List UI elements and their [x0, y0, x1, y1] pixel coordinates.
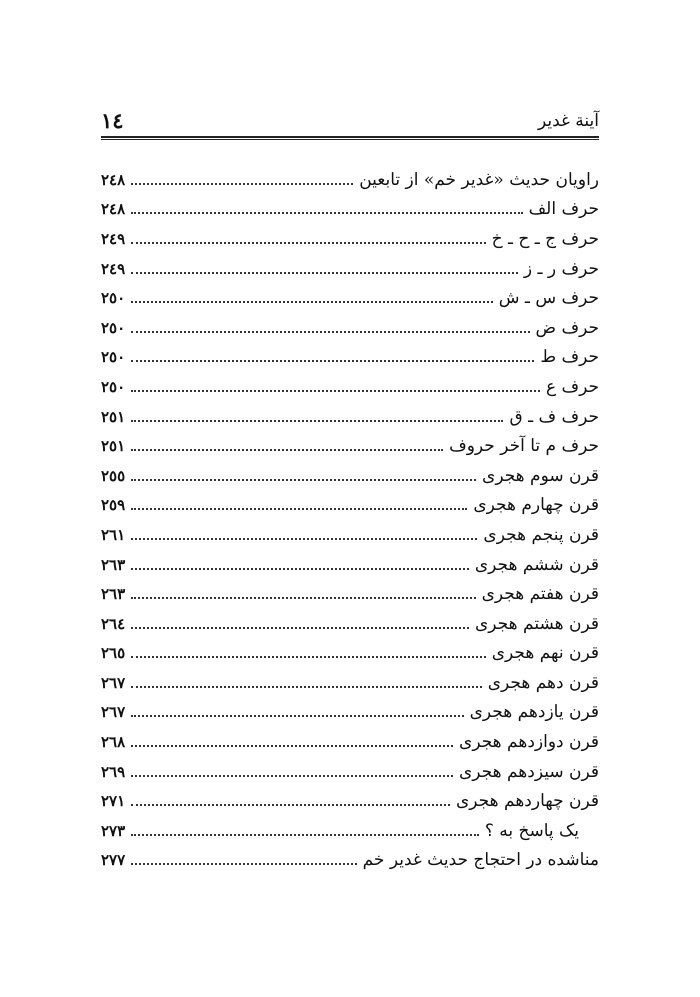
toc-page-number: ٢٥٠: [101, 348, 126, 367]
toc-entry: [101, 698, 599, 728]
toc-page-number: ٢٥٠: [101, 377, 126, 396]
toc-entry: [101, 491, 599, 521]
toc-entry: [101, 372, 599, 402]
toc-entry: [101, 639, 599, 669]
dot-leader: [131, 566, 469, 570]
toc-page-number: ٢٦٩: [101, 762, 126, 781]
dot-leader: [131, 595, 475, 599]
toc-entry: [101, 786, 599, 816]
dot-leader: [131, 329, 529, 333]
toc-entry: [101, 343, 599, 373]
toc-label: قرن نهم هجرى: [491, 643, 599, 664]
toc-label: حرف ج ـ ح ـ خ: [491, 228, 599, 249]
toc-entry: [101, 520, 599, 550]
toc-label: قرن يازدهم هجرى: [469, 702, 599, 723]
dot-leader: [131, 447, 443, 451]
toc-label: حرف ط: [540, 347, 599, 368]
dot-leader: [131, 773, 453, 777]
toc-label: حرف ع: [545, 376, 599, 397]
toc-label: قرن چهاردهم هجرى: [455, 791, 599, 812]
dot-leader: [131, 861, 356, 865]
toc-entry: [101, 283, 599, 313]
dot-leader: [131, 713, 463, 717]
toc-entry: [101, 846, 599, 876]
toc-page-number: ٢٦١: [101, 525, 126, 544]
toc-label: قرن سوم هجرى: [482, 465, 599, 486]
toc-entry: [101, 431, 599, 461]
dot-leader: [131, 388, 540, 392]
page-number: ١٤: [101, 108, 124, 133]
toc-label: حرف ض: [535, 317, 599, 338]
toc-label: حرف الف: [528, 199, 599, 220]
toc-entry: [101, 727, 599, 757]
toc-entry: [101, 757, 599, 787]
toc-page-number: ٢٥٩: [101, 496, 126, 515]
toc-page-number: ٢٧٣: [101, 821, 126, 840]
toc-label: راويان حديث «غدير خم» از تابعين: [359, 169, 599, 190]
toc-label: قرن سيزدهم هجرى: [458, 761, 599, 782]
toc-label: قرن پنجم هجرى: [483, 524, 599, 545]
toc-entry: [101, 461, 599, 491]
toc-page-number: ٢٤٨: [101, 200, 126, 219]
toc-label: يک پاسخ به ؟: [484, 820, 579, 841]
toc-page-number: ٢٧٧: [101, 851, 126, 870]
toc-page-number: ٢٤٩: [101, 259, 126, 278]
dot-leader: [131, 418, 503, 422]
header-rule: [101, 136, 599, 140]
dot-leader: [131, 358, 534, 362]
toc-label: حرف س ـ ش: [498, 288, 599, 309]
table-of-contents: [101, 165, 599, 875]
toc-label: حرف ف ـ ق: [509, 406, 599, 427]
toc-page-number: ٢٤٩: [101, 229, 126, 248]
toc-page-number: ٢٥١: [101, 437, 126, 456]
toc-page-number: ٢٦٧: [101, 703, 126, 722]
toc-entry: [101, 579, 599, 609]
toc-label: مناشده در احتجاج حديث غدير خم: [362, 850, 599, 871]
dot-leader: [131, 625, 469, 629]
toc-page-number: ٢٥٥: [101, 466, 126, 485]
dot-leader: [131, 210, 522, 214]
dot-leader: [131, 506, 467, 510]
toc-label: قرن هشتم هجرى: [475, 613, 599, 634]
toc-entry: [101, 254, 599, 284]
dot-leader: [131, 270, 518, 274]
toc-page-number: ٢٦٨: [101, 733, 126, 752]
toc-entry: [101, 550, 599, 580]
toc-entry: [101, 609, 599, 639]
dot-leader: [131, 181, 353, 185]
toc-entry: [101, 313, 599, 343]
dot-leader: [131, 743, 453, 747]
toc-page-number: ٢٦٧: [101, 673, 126, 692]
toc-label: قرن دهم هجرى: [487, 672, 599, 693]
dot-leader: [131, 240, 485, 244]
toc-page-number: ٢٧١: [101, 792, 126, 811]
toc-entry: [101, 402, 599, 432]
dot-leader: [131, 299, 493, 303]
toc-label: حرف م تا آخر حروف: [449, 436, 599, 457]
toc-label: قرن دوازدهم هجرى: [459, 732, 599, 753]
running-title: آينة غدير: [537, 111, 599, 131]
dot-leader: [131, 832, 479, 836]
toc-entry: [101, 195, 599, 225]
dot-leader: [131, 684, 482, 688]
toc-label: قرن هفتم هجرى: [481, 584, 599, 605]
toc-label: قرن چهارم هجرى: [473, 495, 599, 516]
page-header: [101, 108, 599, 132]
toc-entry: [101, 668, 599, 698]
toc-page-number: ٢٦٤: [101, 614, 126, 633]
toc-page-number: ٢٤٨: [101, 170, 126, 189]
dot-leader: [131, 477, 476, 481]
toc-entry: [101, 165, 599, 195]
toc-entry: [101, 816, 599, 846]
toc-page-number: ٢٥٠: [101, 289, 126, 308]
dot-leader: [131, 654, 486, 658]
toc-label: قرن ششم هجرى: [474, 554, 599, 575]
toc-page-number: ٢٦٥: [101, 644, 126, 663]
toc-page-number: ٢٥١: [101, 407, 126, 426]
toc-page-number: ٢٦٣: [101, 585, 126, 604]
dot-leader: [131, 802, 450, 806]
toc-entry: [101, 224, 599, 254]
toc-page-number: ٢٥٠: [101, 318, 126, 337]
toc-label: حرف ر ـ ز: [523, 258, 599, 279]
toc-page-number: ٢٦٣: [101, 555, 126, 574]
dot-leader: [131, 536, 477, 540]
